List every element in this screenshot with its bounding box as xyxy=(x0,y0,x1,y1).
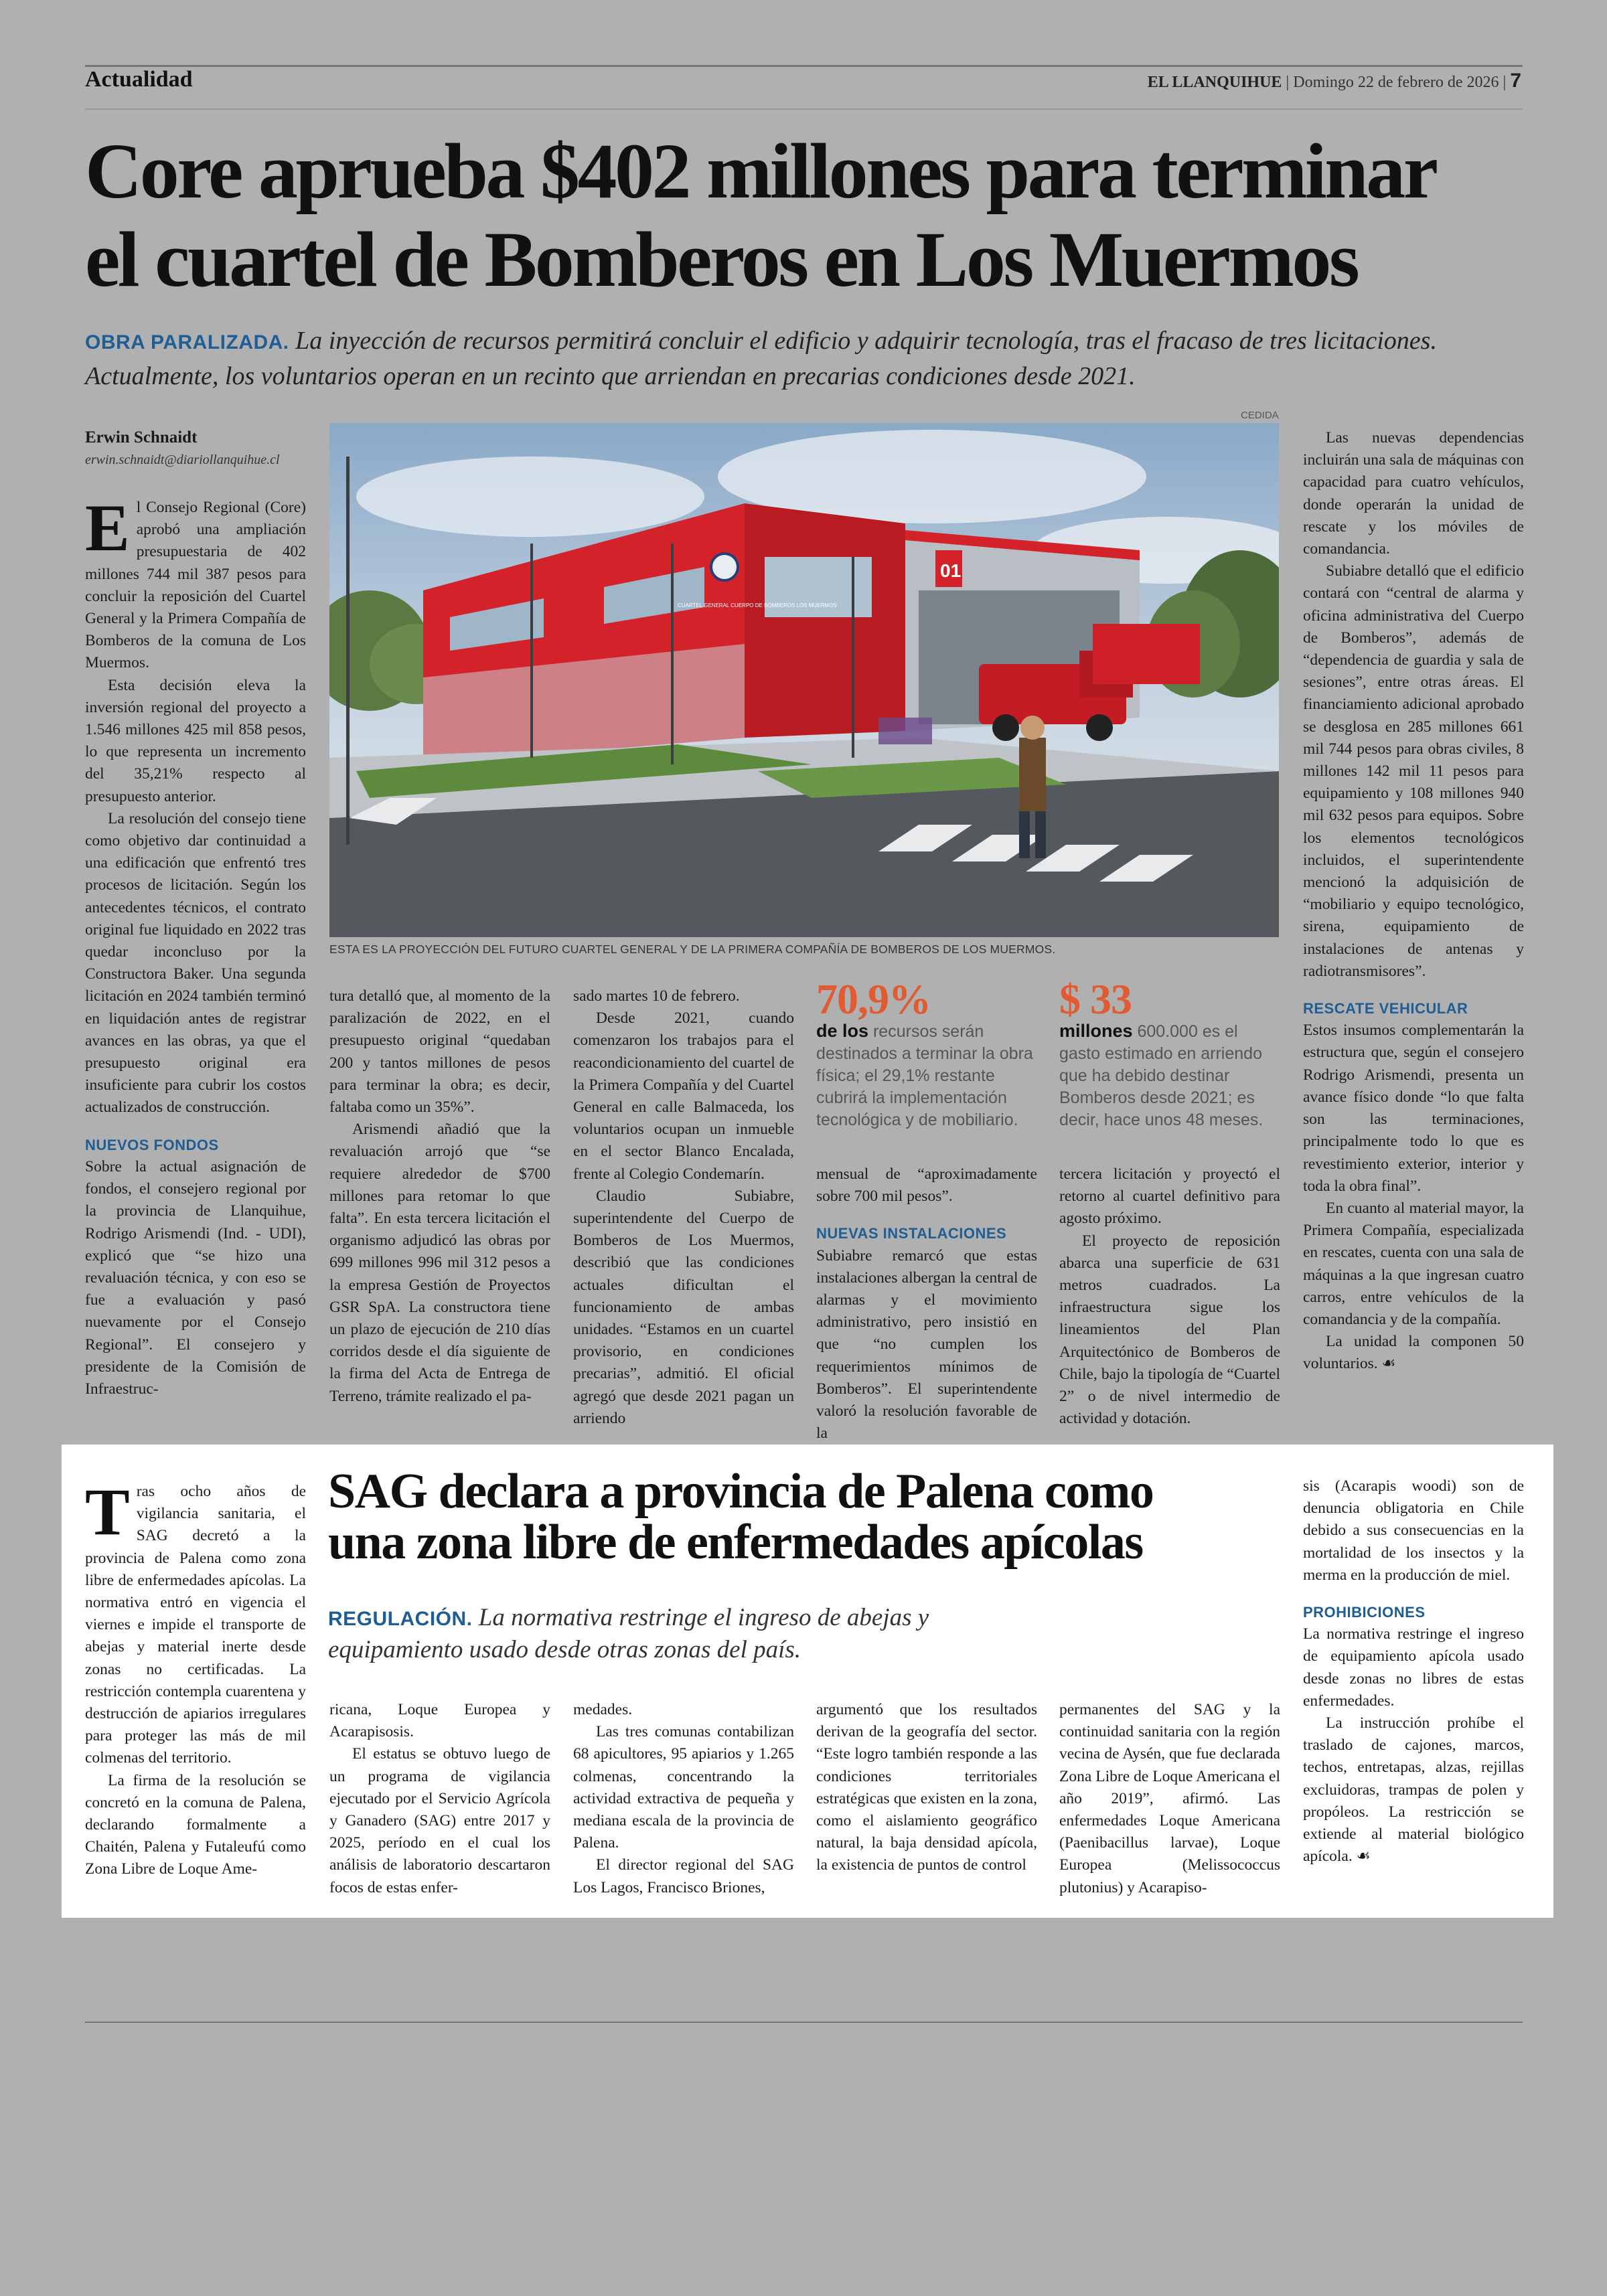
stat-rent-value: $ 33 xyxy=(1059,975,1132,1023)
main-column-3 xyxy=(573,985,794,1430)
box-column-4 xyxy=(816,1699,1037,1877)
paragraph: Subiabre remarcó que estas instalaciones albergan la central de alarmas y el movimiento administrativo, pero insistió en que “no cumplen los requerimientos mínimos de Bomberos”. El superintendente valoró la resolución favorable de la xyxy=(816,1246,1037,1443)
main-column-1 xyxy=(85,491,306,1400)
dateline: EL LLANQUIHUE | Domingo 22 de febrero de 2026 | 7 xyxy=(1147,70,1521,92)
box-column-3 xyxy=(573,1699,794,1899)
stat-percent-text: recursos serán destinados a terminar la obra física; el 29,1% restante cubrirá la implementación tecnológica y de mobiliario. xyxy=(816,1022,1033,1129)
main-deck xyxy=(85,324,1531,393)
header-bottom-rule xyxy=(85,108,1523,110)
paragraph: Las nuevas dependencias incluirán una sala de máquinas con capacidad para cuatro vehículos, donde operarán la unidad de rescate y los móviles de comandancia. xyxy=(1303,429,1524,558)
main-kicker: OBRA PARALIZADA. xyxy=(85,331,289,353)
paragraph: tercera licitación y proyectó el retorno al cuartel definitivo para agosto próximo. xyxy=(1059,1165,1280,1228)
box-headline-line-1: SAG declara a provincia de Palena como xyxy=(328,1464,1154,1519)
author-byline: Erwin Schnaidt xyxy=(85,428,198,446)
box-column-6 xyxy=(1303,1475,1524,1868)
main-column-5 xyxy=(1059,1163,1280,1430)
paragraph: En cuanto al material mayor, la Primera Compañía, especializada en rescates, cuenta con una sala de máquinas a la que ingresan cuatro carros, entre vehículos de la comandancia y de la compañía. xyxy=(1303,1199,1524,1328)
box-column-1 xyxy=(85,1475,306,1881)
section-label: Actualidad xyxy=(85,67,193,92)
fire-station-rendering xyxy=(329,423,1279,937)
paragraph: Las tres comunas contabilizan 68 apicultores, 95 apiarios y 1.265 colmenas, concentrando la actividad extractiva de pequeña y mediana escala de la provincia de Palena. xyxy=(573,1723,794,1852)
issue-date: Domingo 22 de febrero de 2026 xyxy=(1293,74,1499,91)
paragraph: permanentes del SAG y la continuidad sanitaria con la región vecina de Aysén, que fue declarada Zona Libre de Loque Americana el año 2019”, afirmó. Las enfermedades Loque Americana (Paenibacillus larvae), Loque Europea (Melissococcus plutonius) y Acarapiso- xyxy=(1059,1701,1280,1896)
paragraph xyxy=(1303,1712,1524,1868)
stat-rent xyxy=(1059,975,1280,1131)
subhead-rescate-vehicular: RESCATE VEHICULAR xyxy=(1303,1000,1468,1017)
stat-rent-unit: millones xyxy=(1059,1021,1133,1041)
end-mark-icon: ☙ xyxy=(1356,1848,1371,1866)
paragraph: Arismendi añadió que la revaluación arrojó que “se requiere alrededor de $700 millones para retomar lo que falta”. En esta tercera licitación el organismo adjudicó las obras por 699 millones 996 mil 312 pesos a la empresa Gestión de Proyectos GSR SpA. La constructora tiene un plazo de ejecución de 210 días corridos desde el día siguiente de la firma del Acta de Entrega de Terreno, trámite realizado el pa- xyxy=(329,1121,550,1405)
closing-line: La instrucción prohíbe el traslado de cajones, marcos, techos, entretapas, alzas, rejillas excluidoras, trampas de polen y propóleos. La restricción se extiende al material biológico apícola. xyxy=(1303,1714,1524,1866)
box-headline-line-2: una zona libre de enfermedades apícolas xyxy=(328,1515,1143,1570)
photo-credit: CEDIDA xyxy=(1241,410,1279,421)
closing-line: La unidad la componen 50 voluntarios. xyxy=(1303,1333,1524,1373)
end-mark-icon: ☙ xyxy=(1381,1355,1396,1373)
paragraph: sado martes 10 de febrero. xyxy=(573,987,740,1005)
main-headline-line-2: el cuartel de Bomberos en Los Muermos xyxy=(85,216,1358,303)
paragraph: Sobre la actual asignación de fondos, el consejero regional por la provincia de Llanquihue, Rodrigo Arismendi (Ind. - UDI), explicó que “se hizo una revaluación técnica, y con eso se fue a evaluación y pasó nuevamente por el Consejo Regional”. El consejero y presidente de la Comisión de Infraestruc- xyxy=(85,1157,306,1398)
subhead-nuevas-instalaciones: NUEVAS INSTALACIONES xyxy=(816,1225,1007,1242)
header-top-rule xyxy=(85,65,1523,67)
main-deck-text: La inyección de recursos permitirá concluir el edificio y adquirir tecnología, tras el fracaso de tres licitaciones. Actualmente, los voluntarios operan en un recinto que arriendan en precarias condiciones desde 2021. xyxy=(85,327,1437,390)
paragraph: Esta decisión eleva la inversión regional del proyecto a 1.546 millones 425 mil 858 pesos, lo que representa un incremento del 35,21% respecto al presupuesto anterior. xyxy=(85,676,306,805)
box-column-5 xyxy=(1059,1699,1280,1899)
footer-rule xyxy=(85,2022,1523,2023)
station-sign: CUARTEL GENERAL CUERPO DE BOMBEROS LOS MUERMOS xyxy=(678,602,837,608)
stat-rent-text: 600.000 es el gasto estimado en arriendo que ha debido destinar Bomberos desde 2021; es decir, hace unos 48 meses. xyxy=(1059,1022,1264,1129)
paragraph: El proyecto de reposición abarca una superficie de 631 metros cuadrados. La infraestructura sigue los lineamientos del Plan Arquitectónico de Bomberos de Chile, bajo la tipología de “Cuartel 2” o de nivel intermedio de actividad y dotación. xyxy=(1059,1232,1280,1428)
stat-percent xyxy=(816,975,1037,1131)
box-headline xyxy=(328,1466,1279,1568)
box-deck xyxy=(328,1603,1065,1665)
main-column-4 xyxy=(816,1163,1037,1445)
paragraph: argumentó que los resultados derivan de la geografía del sector. “Este logro también responde a las condiciones territoriales estratégicas que existen en la zona, como el aislamiento geográfico natural, la baja densidad apícola, la existencia de puntos de control xyxy=(816,1701,1037,1874)
paragraph: La resolución del consejo tiene como objetivo dar continuidad a una edificación que enfrentó tres procesos de licitación. Según los antecedentes técnicos, el contrato original fue liquidado en 2022 tras quedar inconcluso por la Constructora Baker. Una segunda licitación en 2024 también terminó en liquidación antes de registrar avances en las obras, ya que el presupuesto original era insuficiente para cubrir los costos actualizados de construcción. xyxy=(85,809,306,1117)
paper-name: EL LLANQUIHUE xyxy=(1147,74,1282,91)
drop-cap: E xyxy=(85,491,130,565)
page-number: 7 xyxy=(1510,70,1521,92)
main-column-2 xyxy=(329,985,550,1408)
paragraph: mensual de “aproximadamente sobre 700 mil pesos”. xyxy=(816,1165,1037,1206)
paragraph: La firma de la resolución se concretó en la comuna de Palena, declarando formalmente a Chaitén, Palena y Futaleufú como Zona Libre de Loque Ame- xyxy=(85,1771,306,1878)
paragraph: Subiabre detalló que el edificio contará con “central de alarma y oficina administrativa del Cuerpo de Bomberos”, además de “dependencia de guardia y sala de sesiones”, entre otras áreas. El financiamiento adicional aprobado se desglosa en 285 millones 661 mil 744 pesos para obras civiles, 8 millones 142 mil 11 pesos para equipamiento y 108 millones 940 mil 632 pesos para equipos. Sobre los elementos tecnológicos incluidos, el superintendente mencionó la adquisición de “mobiliario y equipo tecnológico, sirena, equipamiento de instalaciones de antenas y radiotransmisores”. xyxy=(1303,562,1524,980)
subhead-prohibiciones: PROHIBICIONES xyxy=(1303,1604,1426,1621)
paragraph: l Consejo Regional (Core) aprobó una ampliación presupuestaria de 402 millones 744 mil 387 pesos para concluir la reposición del Cuartel General y la Primera Compañía de Bomberos de la comuna de Los Muermos. xyxy=(85,499,306,672)
photo-caption: ESTA ES LA PROYECCIÓN DEL FUTURO CUARTEL GENERAL Y DE LA PRIMERA COMPAÑÍA DE BOMBEROS DE LOS MUERMOS. xyxy=(329,942,1056,956)
main-headline-line-1: Core aprueba $402 millones para terminar xyxy=(85,127,1436,215)
author-email[interactable]: erwin.schnaidt@diariollanquihue.cl xyxy=(85,453,280,467)
paragraph: Claudio Subiabre, superintendente del Cuerpo de Bomberos de Los Muermos, describió que las condiciones actuales dificultan el funcionamiento de ambas unidades. “Estamos en un cuartel provisorio, en condiciones precarias”, admitió. El oficial agregó que desde 2021 pagan un arriendo xyxy=(573,1187,794,1427)
paragraph: La normativa restringe el ingreso de equipamiento apícola usado desde zonas no libres de estas enfermedades. xyxy=(1303,1625,1524,1710)
box-deck-text: La normativa restringe el ingreso de abejas y equipamiento usado desde otras zonas del país. xyxy=(328,1604,929,1663)
paragraph: sis (Acarapis woodi) son de denuncia obligatoria en Chile debido a sus consecuencias en la mortalidad de los insectos y la merma en la producción de miel. xyxy=(1303,1477,1524,1584)
subhead-nuevos-fondos: NUEVOS FONDOS xyxy=(85,1136,219,1153)
paragraph: Estos insumos complementarán la estructura que, según el consejero Rodrigo Arismendi, presenta un avance físico donde “lo que falta son las terminaciones, principalmente todo lo que es revestimiento exterior, interior y toda la obra final”. xyxy=(1303,1021,1524,1195)
stat-percent-value: 70,9% xyxy=(816,975,931,1023)
paragraph: El director regional del SAG Los Lagos, Francisco Briones, xyxy=(573,1856,794,1896)
paragraph: tura detalló que, al momento de la paralización de 2022, en el presupuesto original “quedaban 200 y tantos millones de pesos para terminar la obra; es decir, faltaba como un 35%”. xyxy=(329,987,550,1117)
paragraph xyxy=(1303,1331,1524,1375)
main-headline xyxy=(85,127,1531,304)
drop-cap: T xyxy=(85,1475,130,1549)
paragraph: Desde 2021, cuando comenzaron los trabajos para el reacondicionamiento del cuartel de la Primera Compañía y del Cuartel General en calle Balmaceda, los voluntarios ocupan un inmueble en el sector Blanco Encalada, frente al Colegio Condemarín. xyxy=(573,1009,794,1183)
stat-percent-unit: de los xyxy=(816,1021,869,1041)
paragraph: El estatus se obtuvo luego de un programa de vigilancia ejecutado por el Servicio Agrícola y Ganadero (SAG) entre 2017 y 2025, período en el cual los análisis de laboratorio descartaron focos de estas enfer- xyxy=(329,1745,550,1896)
fire-station-illustration xyxy=(329,423,1279,937)
main-column-6 xyxy=(1303,427,1524,1376)
paragraph: ricana, Loque Europea y Acarapisosis. xyxy=(329,1701,550,1741)
paragraph: medades. xyxy=(573,1701,633,1718)
paragraph: ras ocho años de vigilancia sanitaria, el SAG decretó a la provincia de Palena como zona libre de enfermedades apícolas. La normativa entró en vigencia el viernes e impide el transporte de abejas y material inerte desde zonas no certificadas. La restricción contempla cuarentena y destrucción de apiarios irregulares para proteger las más de mil colmenas del territorio. xyxy=(85,1483,306,1767)
station-number: 01 xyxy=(940,560,962,581)
box-column-2 xyxy=(329,1699,550,1899)
box-kicker: REGULACIÓN. xyxy=(328,1608,473,1630)
